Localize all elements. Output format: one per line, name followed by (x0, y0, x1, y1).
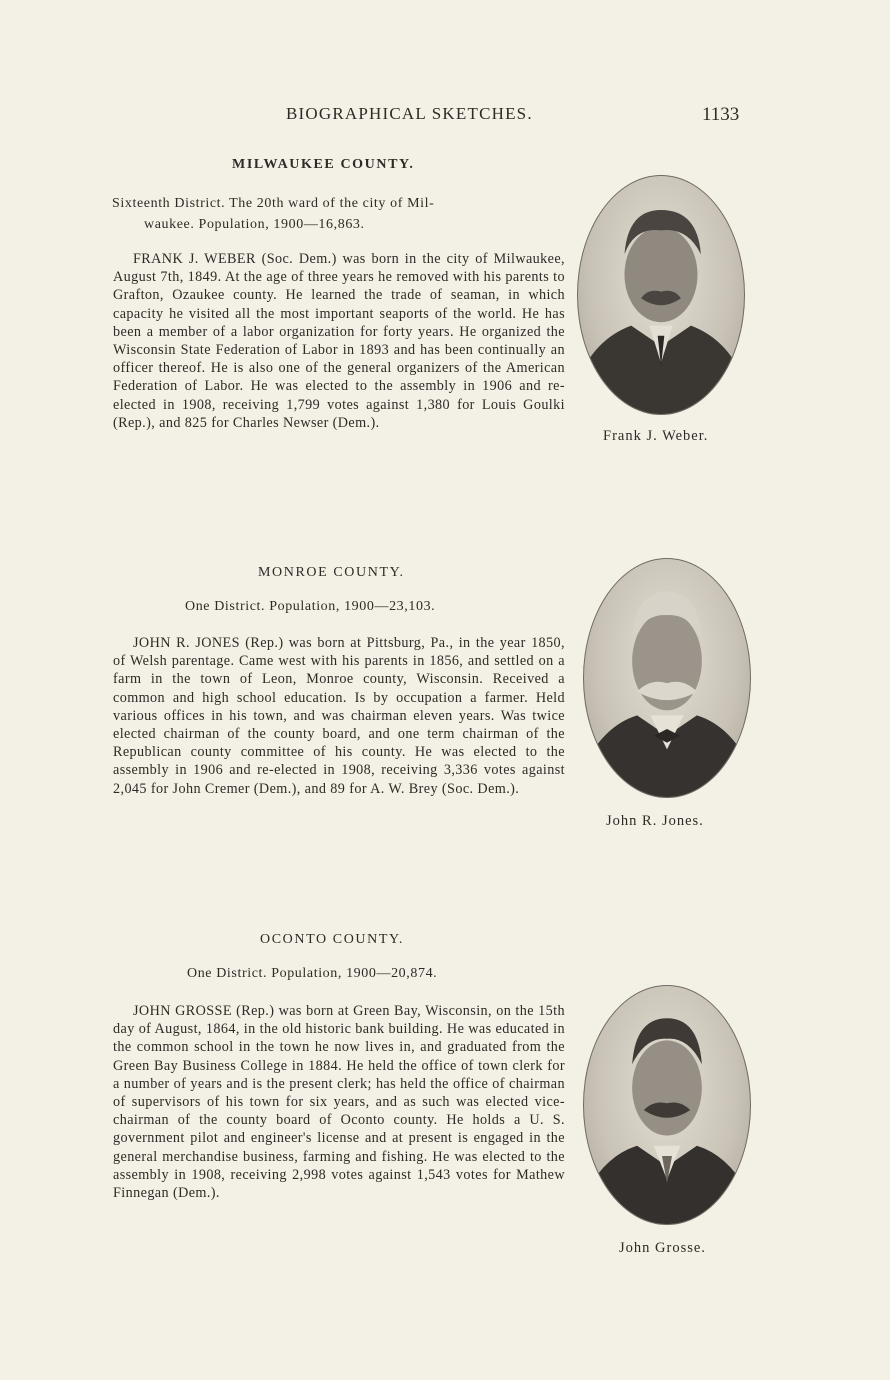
page-number: 1133 (702, 104, 740, 125)
caption-grosse: John Grosse. (619, 1240, 706, 1256)
portrait-weber-icon (578, 176, 744, 414)
bio-frank-weber: FRANK J. WEBER (Soc. Dem.) was born in the city of Milwaukee, August 7th, 1849. At the age of three years he removed with his parents to Grafton, Ozaukee county. He learned the trade of seaman, in which capacity he visited all the most important seaports of the world. He has been a member of a labor organization for forty years. He organized the Wisconsin State Federation of Labor in 1893 and has been continually an officer thereof. He is also one of the general organizers of the American Federation of Labor. He was elected to the assembly in 1906 and re-elected in 1908, receiving 1,799 votes against 1,380 for Louis Goulki (Rep.), and 825 for Charles Newser (Dem.). (113, 251, 565, 431)
portrait-photo-grosse (583, 985, 751, 1225)
portrait-grosse-icon (584, 986, 750, 1224)
running-title: BIOGRAPHICAL SKETCHES. (286, 104, 533, 123)
bio-john-grosse: JOHN GROSSE (Rep.) was born at Green Bay, Wisconsin, on the 15th day of August, 1864, in the old historic bank building. He was educated in the common school in the town he now lives in, and graduated from the Green Bay Business College in 1884. He held the office of town clerk for a number of years and is the present clerk; has held the office of chairman of supervisors of his town for six years, and as such was elected vice-chairman of the county board of Oconto county. He holds a U. S. government pilot and engineer's license and at present is engaged in the general merchandise business, farming and fishing. He was elected to the assembly in 1908, receiving 2,998 votes against 1,543 votes for Mathew Finnegan (Dem.). (113, 1003, 565, 1202)
caption-weber: Frank J. Weber. (603, 428, 709, 444)
portrait-jones-icon (584, 559, 750, 797)
district-line-2: waukee. Population, 1900—16,863. (144, 217, 365, 232)
county-heading-milwaukee: MILWAUKEE COUNTY. (232, 157, 415, 172)
district-line-1: Sixteenth District. The 20th ward of the city of Mil- (112, 196, 435, 211)
district-info-oconto: One District. Population, 1900—20,874. (187, 966, 438, 981)
county-heading-monroe: MONROE COUNTY. (258, 565, 405, 580)
bio-john-jones: JOHN R. JONES (Rep.) was born at Pittsburg, Pa., in the year 1850, of Welsh parentage. Came west with his parents in 1856, and settled on a farm in the town of Leon, Monroe county, Wisconsin. Received a common and high school education. Is by occupation a farmer. Held various offices in his town, and was chairman eleven years. Was twice elected chairman of the county board, and one term chairman of the Republican county committee of his county. He was elected to the assembly in 1906 and re-elected in 1908, receiving 3,336 votes against 2,045 for John Cremer (Dem.), and 89 for A. W. Brey (Soc. Dem.). (113, 635, 565, 797)
county-heading-oconto: OCONTO COUNTY. (260, 932, 405, 947)
portrait-photo-jones (583, 558, 751, 798)
caption-jones: John R. Jones. (606, 813, 704, 829)
portrait-photo-weber (577, 175, 745, 415)
district-info-monroe: One District. Population, 1900—23,103. (185, 599, 436, 614)
district-info-milwaukee (112, 193, 552, 235)
